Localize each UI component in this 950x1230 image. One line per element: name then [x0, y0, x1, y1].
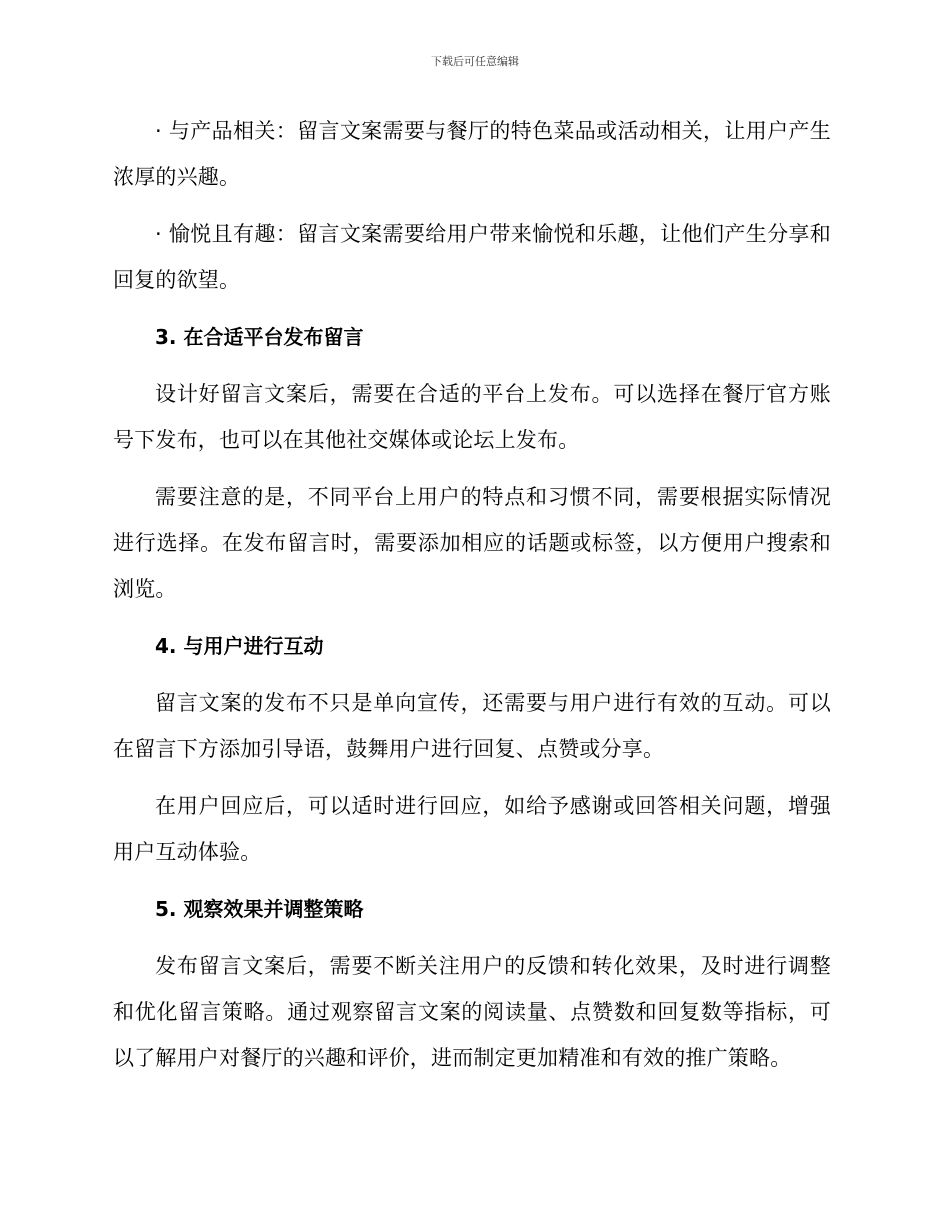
document-body	[113, 108, 831, 1092]
paragraph-respond-users: 在用户回应后，可以适时进行回应，如给予感谢或回答相关问题，增强用户互动体验。	[113, 794, 831, 864]
page-header-note: 下载后可任意编辑	[431, 55, 519, 68]
paragraph-platform-notes: 需要注意的是，不同平台上用户的特点和习惯不同，需要根据实际情况进行选择。在发布留言时，需要添加相应的话题或标签，以方便用户搜索和浏览。	[113, 485, 831, 601]
bullet-product-related: · 与产品相关：留言文案需要与餐厅的特色菜品或活动相关，让用户产生浓厚的兴趣。	[113, 119, 831, 189]
section-heading-3: 3. 在合适平台发布留言	[155, 325, 364, 349]
bullet-fun-and-pleasant: · 愉悦且有趣：留言文案需要给用户带来愉悦和乐趣，让他们产生分享和回复的欲望。	[113, 222, 831, 292]
section-heading-5: 5. 观察效果并调整策略	[155, 897, 364, 921]
paragraph-interaction: 留言文案的发布不只是单向宣传，还需要与用户进行有效的互动。可以在留言下方添加引导语，鼓舞用户进行回复、点赞或分享。	[113, 691, 831, 761]
paragraph-publish-platform: 设计好留言文案后，需要在合适的平台上发布。可以选择在餐厅官方账号下发布，也可以在其他社交媒体或论坛上发布。	[113, 382, 831, 452]
section-heading-4: 4. 与用户进行互动	[155, 634, 324, 658]
paragraph-observe-adjust: 发布留言文案后，需要不断关注用户的反馈和转化效果，及时进行调整和优化留言策略。通过观察留言文案的阅读量、点赞数和回复数等指标，可以了解用户对餐厅的兴趣和评价，进而制定更加精准和有效的推广策略。	[113, 954, 831, 1070]
